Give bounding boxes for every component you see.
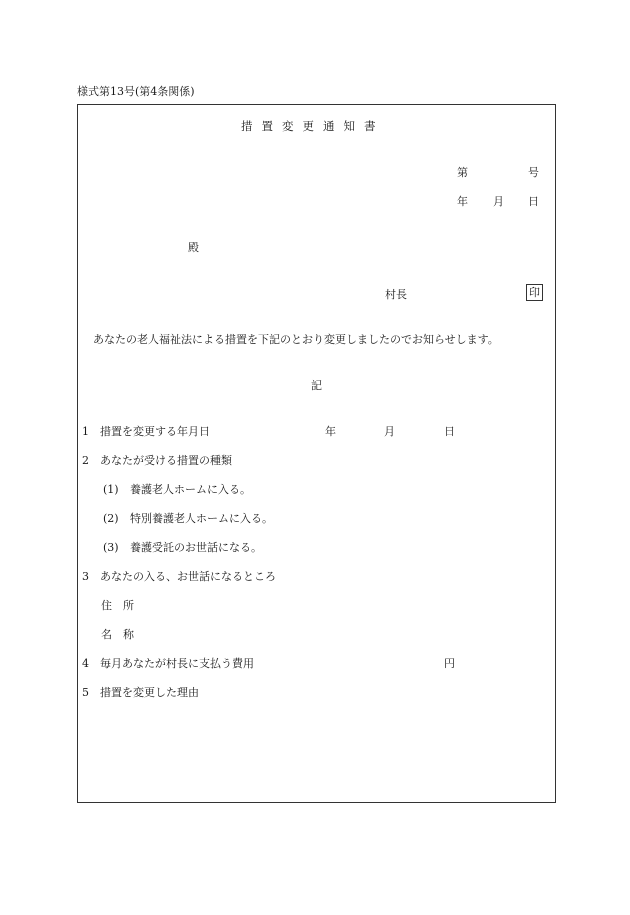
item2-number: 2	[82, 454, 89, 467]
item4-unit: 円	[444, 657, 455, 670]
number-go: 号	[528, 166, 539, 179]
seal-mark	[526, 287, 543, 298]
date-day: 日	[528, 195, 539, 208]
sub3-number: (3)	[103, 541, 119, 554]
item1-number: 1	[82, 425, 89, 438]
item1-label: 措置を変更する年月日	[100, 425, 210, 438]
document-title: 措置変更通知書	[241, 119, 385, 133]
sub1-label: 養護老人ホームに入る。	[130, 483, 251, 496]
item2-label: あなたが受ける措置の種類	[100, 454, 232, 467]
sub2-label: 特別養護老人ホームに入る。	[130, 512, 273, 525]
date-month: 月	[493, 195, 504, 208]
sub2-number: (2)	[103, 512, 119, 525]
item5-number: 5	[82, 686, 89, 699]
item5-label: 措置を変更した理由	[100, 686, 199, 699]
intro-text: あなたの老人福祉法による措置を下記のとおり変更しましたのでお知らせします。	[93, 333, 499, 346]
seal-text: 印	[526, 284, 543, 301]
item1-year: 年	[325, 425, 336, 438]
form-number: 様式第13号(第4条関係)	[77, 85, 195, 98]
address-label: 住 所	[101, 599, 134, 612]
item4-number: 4	[82, 657, 89, 670]
item1-month: 月	[384, 425, 395, 438]
item4-label: 毎月あなたが村長に支払う費用	[100, 657, 254, 670]
item3-label: あなたの入る、お世話になるところ	[100, 570, 276, 583]
sub1-number: (1)	[103, 483, 119, 496]
facility-name-label: 名 称	[101, 628, 134, 641]
number-dai: 第	[457, 166, 468, 179]
sub3-label: 養護受託のお世話になる。	[130, 541, 262, 554]
ki-heading: 記	[311, 379, 322, 392]
item3-number: 3	[82, 570, 89, 583]
issuer-title: 村長	[385, 288, 407, 301]
date-year: 年	[457, 195, 468, 208]
item1-day: 日	[444, 425, 455, 438]
addressee-suffix: 殿	[188, 241, 199, 254]
